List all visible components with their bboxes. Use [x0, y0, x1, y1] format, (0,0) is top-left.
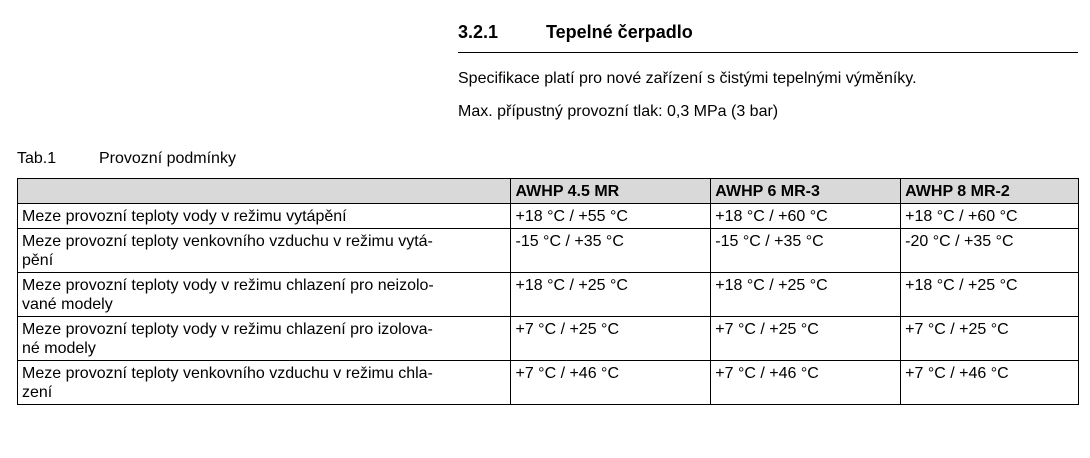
row-label-line: né modely: [22, 340, 96, 357]
cell-awhp-8-mr-2: +7 °C / +46 °C: [901, 361, 1079, 405]
table-row: [18, 204, 1079, 229]
row-label-line: Meze provozní teploty venkovního vzduchu v režimu vytá-: [22, 233, 433, 250]
section-title: Tepelné čerpadlo: [546, 22, 693, 42]
row-label-line: Meze provozní teploty vody v režimu chlazení pro izolova-: [22, 321, 433, 338]
table-header-row: [18, 179, 1079, 204]
cell-awhp-4-5-mr: +7 °C / +25 °C: [511, 317, 711, 361]
cell-awhp-8-mr-2: +18 °C / +25 °C: [901, 273, 1079, 317]
section-heading: [458, 22, 693, 43]
cell-awhp-4-5-mr: +18 °C / +55 °C: [511, 204, 711, 229]
row-label-line: Meze provozní teploty vody v režimu chlazení pro neizolo-: [22, 277, 434, 294]
cell-awhp-6-mr-3: +7 °C / +25 °C: [711, 317, 901, 361]
section-number: 3.2.1: [458, 22, 499, 42]
cell-awhp-4-5-mr: +7 °C / +46 °C: [511, 361, 711, 405]
max-pressure-note: Max. přípustný provozní tlak: 0,3 MPa (3 bar): [458, 103, 779, 120]
heading-divider: [458, 52, 1078, 53]
cell-awhp-6-mr-3: +18 °C / +60 °C: [711, 204, 901, 229]
row-label-line: vané modely: [22, 296, 113, 313]
cell-awhp-8-mr-2: +7 °C / +25 °C: [901, 317, 1079, 361]
row-label: [18, 317, 511, 361]
row-label: [18, 229, 511, 273]
cell-awhp-8-mr-2: -20 °C / +35 °C: [901, 229, 1079, 273]
header-awhp-6-mr-3: AWHP 6 MR-3: [711, 179, 901, 204]
row-label-line: zení: [22, 384, 53, 401]
cell-awhp-4-5-mr: -15 °C / +35 °C: [511, 229, 711, 273]
table-row: [18, 273, 1079, 317]
header-awhp-4-5-mr: AWHP 4.5 MR: [511, 179, 711, 204]
cell-awhp-6-mr-3: -15 °C / +35 °C: [711, 229, 901, 273]
operating-conditions-table: [17, 178, 1079, 405]
table-caption-title: Provozní podmínky: [99, 150, 236, 167]
header-empty-cell: [18, 179, 511, 204]
row-label-line: pění: [22, 252, 54, 269]
row-label: [18, 273, 511, 317]
table-row: [18, 317, 1079, 361]
specification-note: Specifikace platí pro nové zařízení s čistými tepelnými výměníky.: [458, 70, 917, 87]
row-label: [18, 361, 511, 405]
table-row: [18, 361, 1079, 405]
row-label-line: Meze provozní teploty venkovního vzduchu v režimu chla-: [22, 365, 433, 382]
cell-awhp-4-5-mr: +18 °C / +25 °C: [511, 273, 711, 317]
header-awhp-8-mr-2: AWHP 8 MR-2: [901, 179, 1079, 204]
table-caption: [17, 150, 236, 168]
table-caption-number: Tab.1: [17, 150, 57, 167]
table-row: [18, 229, 1079, 273]
cell-awhp-6-mr-3: +18 °C / +25 °C: [711, 273, 901, 317]
cell-awhp-6-mr-3: +7 °C / +46 °C: [711, 361, 901, 405]
row-label: Meze provozní teploty vody v režimu vytápění: [18, 204, 511, 229]
cell-awhp-8-mr-2: +18 °C / +60 °C: [901, 204, 1079, 229]
